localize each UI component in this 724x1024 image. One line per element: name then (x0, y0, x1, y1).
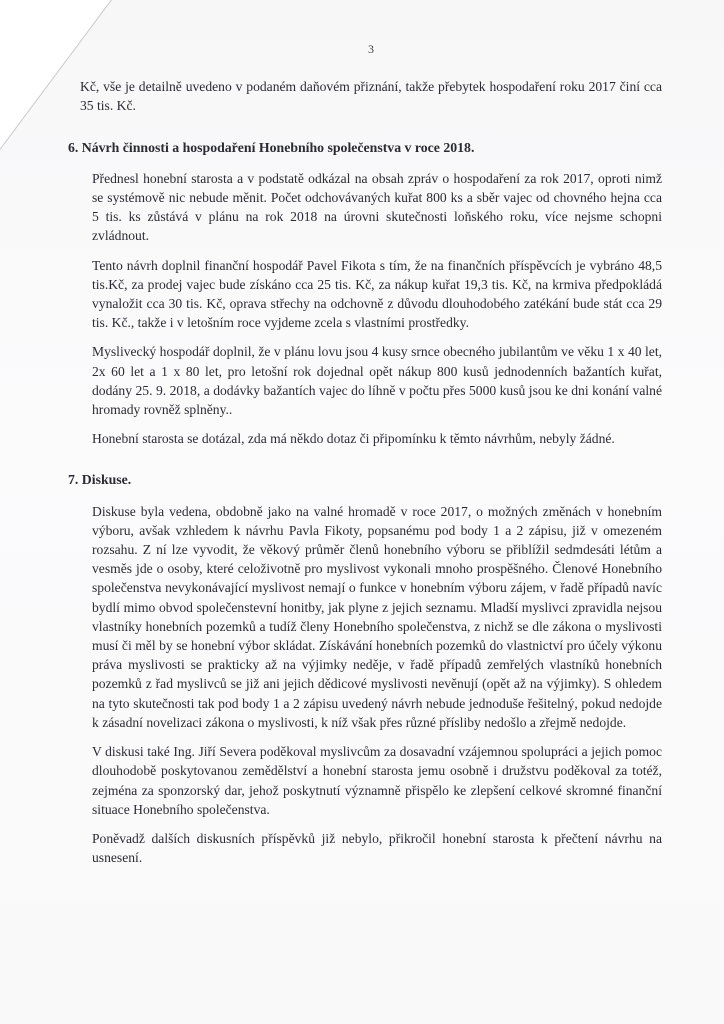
section-6-paragraph-1: Přednesl honební starosta a v podstatě odkázal na obsah zpráv o hospodaření za rok 2017, oproti nimž se systémově nic nebude měnit. Počet odchovávaných kuřat 800 ks a sběr vajec od chovného hejna cca 5 tis. ks zůstává v plánu na rok 2018 na úrovni skutečnosti loňského roku, více nejsme schopni zvládnout. (92, 170, 662, 244)
section-6-heading: 6. Návrh činnosti a hospodaření Honebního společenstva v roce 2018. (68, 139, 475, 155)
section-6-paragraph-3: Myslivecký hospodář doplnil, že v plánu lovu jsou 4 kusy srnce obecného jubilantům ve věku 1 x 40 let, 2x 60 let a 1 x 80 let, pro letošní rok dojednal opět nákup 800 kusů jednodenních bažantích kuřat, dodány 25. 9. 2018, a dodávky bažantích vajec do líhně v počtu přes 5000 kusů jsou ke dni konání valné hromady rovněž splněny.. (92, 344, 662, 418)
section-7-heading: 7. Diskuse. (68, 472, 132, 488)
document-content (68, 40, 662, 877)
section-7-paragraph-3: Poněvadž dalších diskusních příspěvků již nebylo, přikročil honební starosta k přečtení návrhu na usnesení. (92, 830, 662, 866)
section-6-paragraph-4: Honební starosta se dotázal, zda má někdo dotaz či připomínku k těmto návrhům, nebyly žádné. (92, 431, 615, 447)
intro-paragraph: Kč, vše je detailně uvedeno v podaném daňovém přiznání, takže přebytek hospodaření roku 2017 činí cca 35 tis. Kč. (80, 79, 662, 114)
page-number: 3 (368, 42, 374, 56)
section-6-paragraph-2: Tento návrh doplnil finanční hospodář Pavel Fikota s tím, že na finančních příspěvcích je vybráno 48,5 tis.Kč, za prodej vajec bude získáno cca 25 tis. Kč, za nákup kuřat 19,3 tis. Kč, na krmiva předpokládá vynaložit cca 30 tis. Kč, oprava střechy na odchovně z důvodu dlouhodobého zatékání bude stát cca 29 tis. Kč., takže i v letošním roce vyjdeme zcela s vlastními prostředky. (92, 257, 662, 331)
section-7-paragraph-1: Diskuse byla vedena, obdobně jako na valné hromadě v roce 2017, o možných změnách v honebním výboru, avšak vzhledem k návrhu Pavla Fikoty, popsanému pod body 1 a 2 zápisu, již v omezeném rozsahu. Z ní lze vyvodit, že věkový průměr členů honebního výboru se přiblížil sedmdesáti létům a vesměs jde o osoby, které celoživotně pro myslivost vykonali mnoho prospěšného. Členové Honebního společenstva nevykonávající myslivost nemají o funkce v honebním výboru zájem, v řadě případů navíc bydlí mimo obvod společenstevní honitby, jak plyne z jejich seznamu. Mladší myslivci zpravidla nejsou vlastníky honebních pozemků a tudíž členy Honebního společenstva, z nichž se dle zákona o myslivosti musí či měl by se honební výbor skládat. Získávání honebních pozemků do vlastnictví pro účely výkonu práva myslivosti se prakticky až na výjimky neděje, v řadě případů zemřelých vlastníků honebních pozemků z řad myslivců se již ani jejich dědicové myslivosti nevěnují (opět až na výjimky). S ohledem na tyto skutečnosti tak pod body 1 a 2 zápisu uvedený návrh nebude jednoduše řešitelný, pokud nedojde k zásadní novelizaci zákona o myslivosti, k níž však přes různé přísliby nedošlo a zřejmě nedojde. (92, 503, 662, 730)
section-7-paragraph-2: V diskusi také Ing. Jiří Severa poděkoval myslivcům za dosavadní vzájemnou spolupráci a jejich pomoc dlouhodobě poskytovanou zemědělství a honební starosta jemu osobně i družstvu poděkoval za totéž, zejména za sponzorský dar, jehož poskytnutí významně přispělo ke zlepšení celkové skromné finanční situace Honebního společenstva. (92, 744, 662, 817)
